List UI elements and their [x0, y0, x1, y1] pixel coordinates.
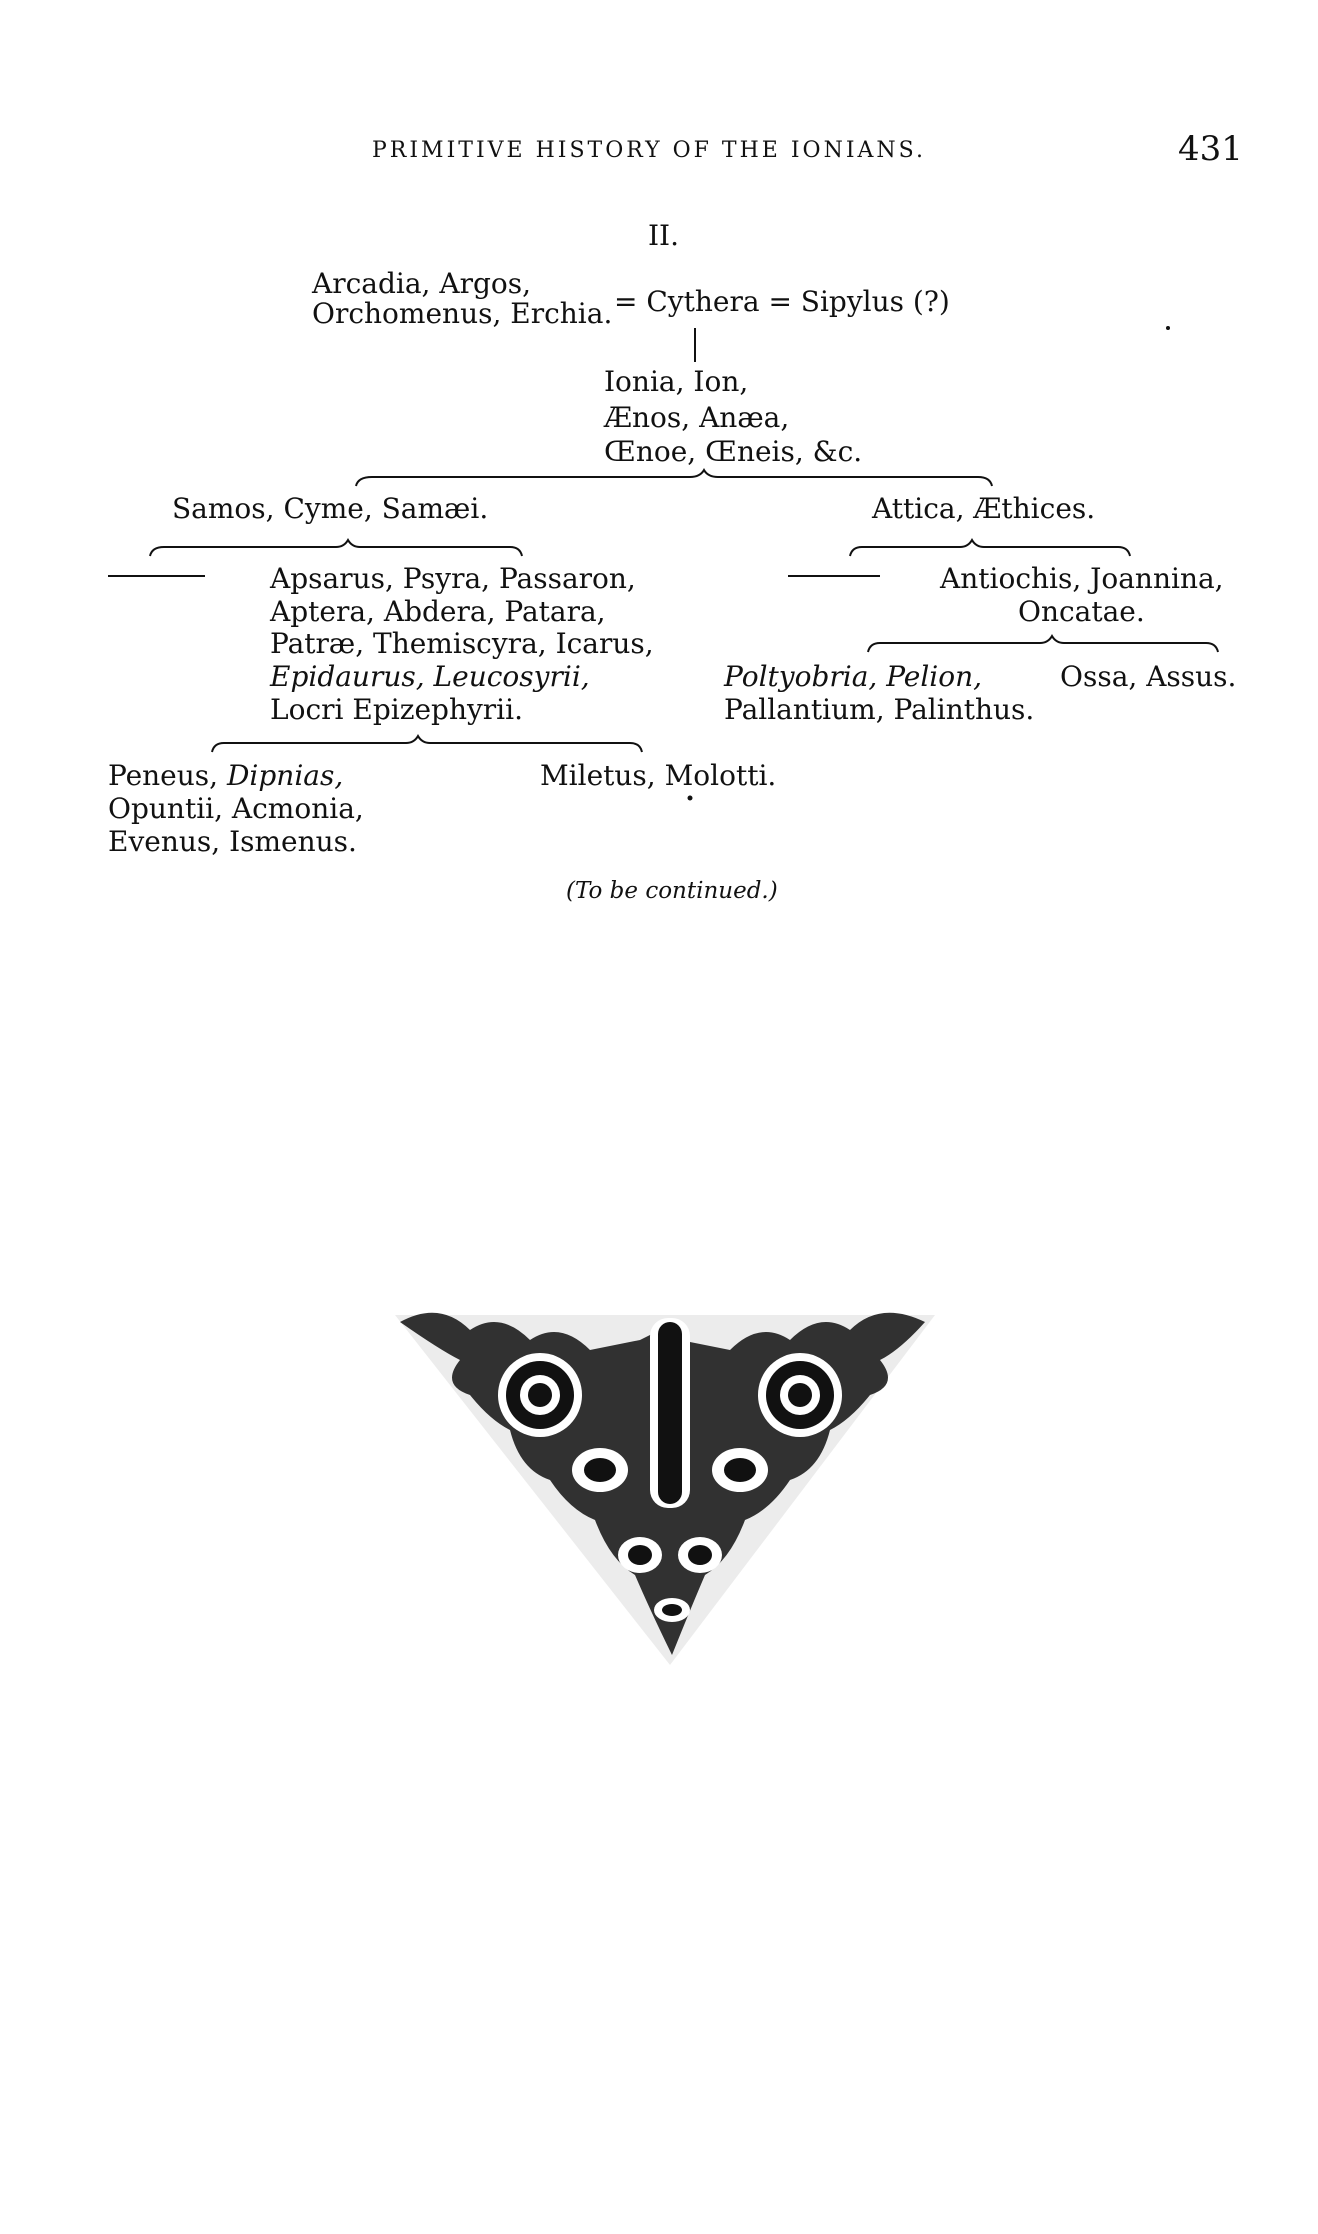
genealogy-right-b: Ossa, Assus. — [1060, 660, 1237, 693]
genealogy-right-branch: Attica, Æthices. — [872, 492, 1096, 525]
genealogy-right-sub-line2: Oncatae. — [1018, 595, 1145, 628]
genealogy-child-line1: Ionia, Ion, — [604, 365, 749, 398]
ornament-tailpiece — [395, 1313, 935, 1665]
section-numeral: II. — [648, 219, 680, 252]
genealogy-left-sub-line2: Aptera, Abdera, Patara, — [270, 595, 606, 628]
genealogy-left-sub-line5: Locri Epizephyrii. — [270, 693, 523, 726]
genealogy-bottom-left-dipnias: Dipnias, — [226, 759, 344, 792]
genealogy-left-sub-line4: Epidaurus, Leucosyrii, — [270, 660, 590, 693]
genealogy-top-left-line2: Orchomenus, Erchia. — [312, 297, 613, 330]
left-brace — [150, 540, 522, 556]
genealogy-right-a-line2: Pallantium, Palinthus. — [724, 693, 1035, 726]
genealogy-left-sub-line3: Patræ, Themiscyra, Icarus, — [270, 627, 654, 660]
genealogy-top-left-line1: Arcadia, Argos, — [312, 267, 532, 300]
to-be-continued-note: (To be continued.) — [566, 878, 778, 904]
page-number: 431 — [1178, 129, 1243, 169]
genealogy-bottom-left-peneus: Peneus, — [108, 759, 219, 792]
genealogy-child-line3: Œnoe, Œneis, &c. — [604, 435, 863, 468]
right-sub-brace — [868, 636, 1218, 652]
stray-dot-top — [1166, 326, 1170, 330]
bottom-brace — [212, 736, 642, 752]
stray-dot-bottom — [688, 796, 693, 801]
right-brace — [850, 540, 1130, 556]
genealogy-bottom-right: Miletus, Molotti. — [540, 759, 777, 792]
genealogy-top-right: = Cythera = Sipylus (?) — [614, 285, 950, 318]
genealogy-left-sub-line1: Apsarus, Psyra, Passaron, — [270, 562, 636, 595]
genealogy-child-line2: Ænos, Anæa, — [604, 401, 790, 434]
running-header: PRIMITIVE HISTORY OF THE IONIANS. — [372, 138, 926, 163]
genealogy-right-a-line1: Poltyobria, Pelion, — [724, 660, 983, 693]
genealogy-left-branch: Samos, Cyme, Samæi. — [172, 492, 489, 525]
genealogy-bottom-left-line3: Evenus, Ismenus. — [108, 825, 357, 858]
genealogy-bottom-left-line2: Opuntii, Acmonia, — [108, 792, 364, 825]
main-brace — [356, 470, 992, 486]
genealogy-right-sub-line1: Antiochis, Joannina, — [940, 562, 1224, 595]
